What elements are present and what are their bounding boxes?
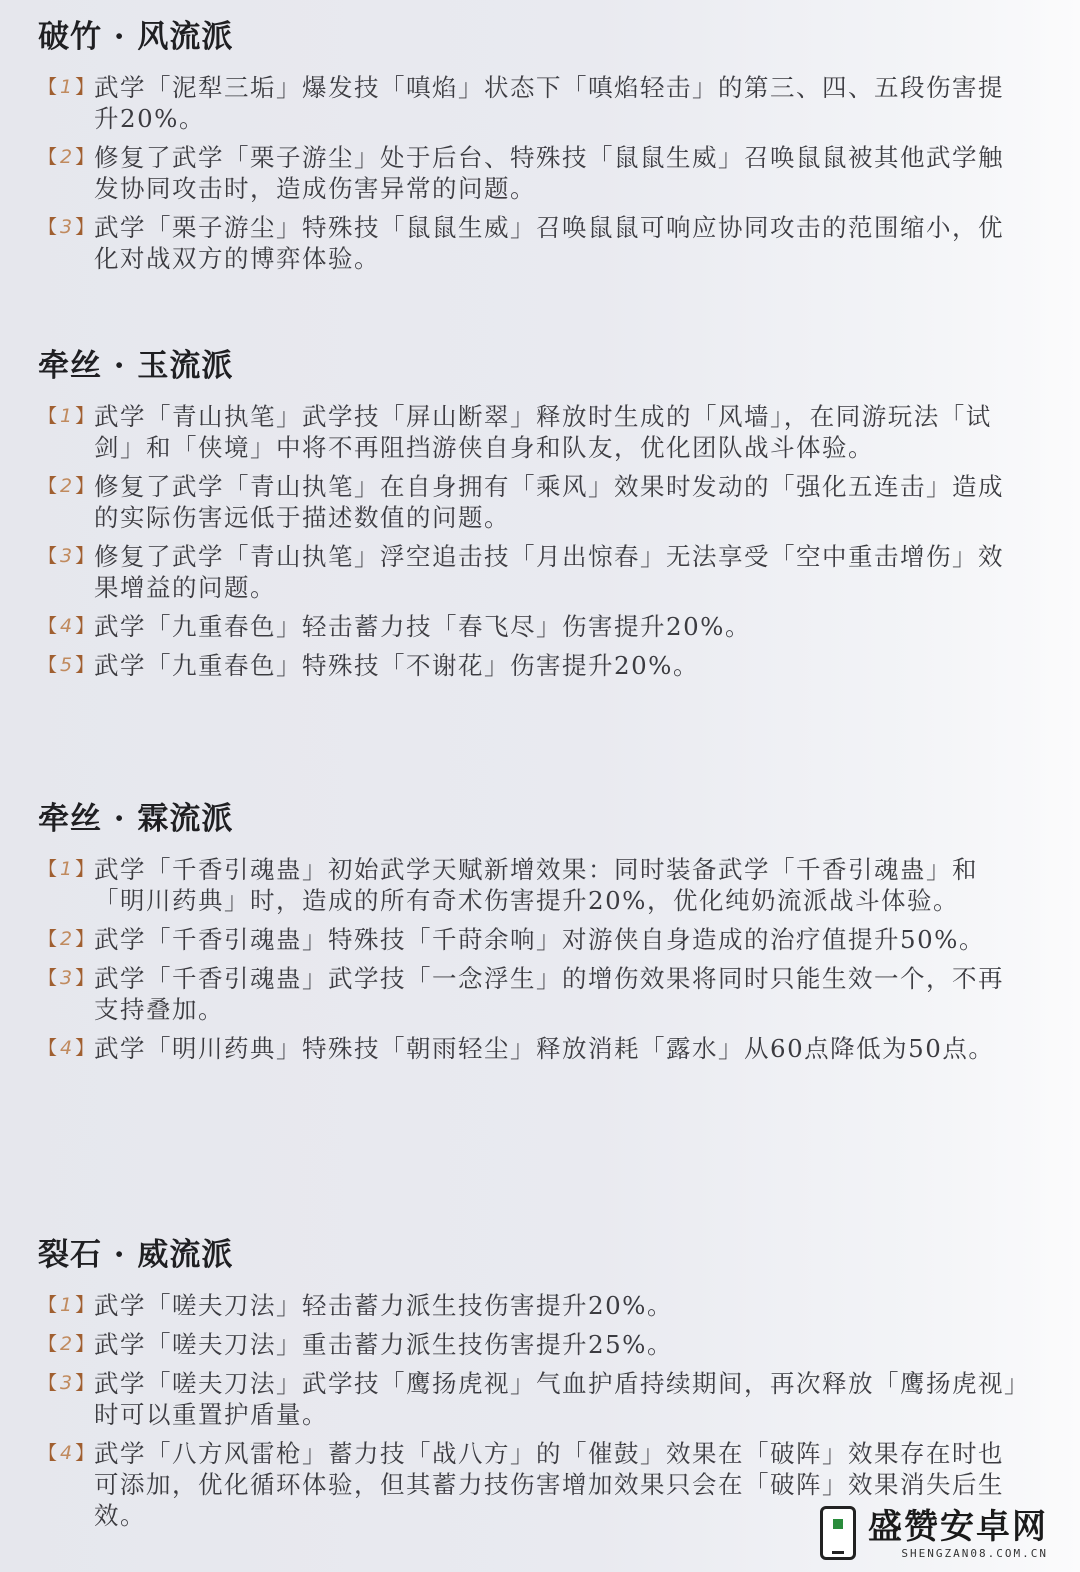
item-text: 武学「青山执笔」武学技「屏山断翠」释放时生成的「风墙」，在同游玩法「试剑」和「侠境」中将不再阻挡游侠自身和队友，优化团队战斗体验。 bbox=[94, 402, 992, 462]
item-number: 【 2 】 bbox=[38, 1333, 96, 1355]
item-number: 【 5 】 bbox=[38, 654, 96, 676]
item-text: 武学「九重春色」特殊技「不谢花」伤害提升20%。 bbox=[94, 651, 699, 680]
list-item bbox=[38, 471, 1028, 533]
item-number: 【 3 】 bbox=[38, 1372, 96, 1394]
list-item bbox=[38, 611, 1028, 642]
list-item bbox=[38, 541, 1028, 603]
section-title: 破竹 · 风流派 bbox=[38, 19, 234, 55]
section-lieshi-wei bbox=[38, 1234, 1028, 1539]
list-item bbox=[38, 963, 1028, 1025]
list-item bbox=[38, 212, 1028, 274]
item-number: 【 2 】 bbox=[38, 475, 96, 497]
item-number: 【 3 】 bbox=[38, 216, 96, 238]
section-pozhu-feng bbox=[38, 16, 1028, 282]
item-text: 武学「嗟夫刀法」轻击蓄力派生技伤害提升20%。 bbox=[94, 1291, 673, 1320]
item-number: 【 1 】 bbox=[38, 76, 96, 98]
item-text: 修复了武学「青山执笔」在自身拥有「乘风」效果时发动的「强化五连击」造成的实际伤害远低于描述数值的问题。 bbox=[94, 472, 1004, 532]
item-text: 修复了武学「青山执笔」浮空追击技「月出惊春」无法享受「空中重击增伤」效果增益的问题。 bbox=[94, 542, 1004, 602]
watermark-url: SHENGZAN08.COM.CN bbox=[901, 1546, 1048, 1560]
item-text: 武学「泥犁三垢」爆发技「嗔焰」状态下「嗔焰轻击」的第三、四、五段伤害提升20%。 bbox=[94, 73, 1004, 133]
item-text: 修复了武学「栗子游尘」处于后台、特殊技「鼠鼠生威」召唤鼠鼠被其他武学触发协同攻击时，造成伤害异常的问题。 bbox=[94, 143, 1004, 203]
phone-logo-icon bbox=[820, 1506, 856, 1560]
item-text: 武学「千香引魂蛊」特殊技「千莳余响」对游侠自身造成的治疗值提升50%。 bbox=[94, 925, 985, 954]
list-item bbox=[38, 1329, 1028, 1360]
list-item bbox=[38, 1368, 1028, 1430]
item-number: 【 4 】 bbox=[38, 615, 96, 637]
list-item bbox=[38, 650, 1028, 681]
item-number: 【 2 】 bbox=[38, 928, 96, 950]
item-number: 【 4 】 bbox=[38, 1442, 96, 1464]
item-text: 武学「千香引魂蛊」初始武学天赋新增效果：同时装备武学「千香引魂蛊」和「明川药典」时，造成的所有奇术伤害提升20%，优化纯奶流派战斗体验。 bbox=[94, 855, 978, 915]
item-number: 【 1 】 bbox=[38, 405, 96, 427]
item-text: 武学「八方风雷枪」蓄力技「战八方」的「催鼓」效果在「破阵」效果存在时也可添加，优化循环体验，但其蓄力技伤害增加效果只会在「破阵」效果消失后生效。 bbox=[94, 1439, 1004, 1530]
list-item bbox=[38, 72, 1028, 134]
section-title: 裂石 · 威流派 bbox=[38, 1237, 234, 1273]
list-item bbox=[38, 401, 1028, 463]
item-number: 【 3 】 bbox=[38, 545, 96, 567]
section-title: 牵丝 · 玉流派 bbox=[38, 348, 234, 384]
item-text: 武学「九重春色」轻击蓄力技「春飞尽」伤害提升20%。 bbox=[94, 612, 751, 641]
list-item bbox=[38, 1290, 1028, 1321]
section-qiansi-yu bbox=[38, 345, 1028, 689]
section-qiansi-lin bbox=[38, 798, 1028, 1072]
list-item bbox=[38, 854, 1028, 916]
item-number: 【 4 】 bbox=[38, 1037, 96, 1059]
item-text: 武学「嗟夫刀法」重击蓄力派生技伤害提升25%。 bbox=[94, 1330, 673, 1359]
item-text: 武学「嗟夫刀法」武学技「鹰扬虎视」气血护盾持续期间，再次释放「鹰扬虎视」时可以重置护盾量。 bbox=[94, 1369, 1018, 1429]
item-text: 武学「栗子游尘」特殊技「鼠鼠生威」召唤鼠鼠可响应协同攻击的范围缩小，优化对战双方的博弈体验。 bbox=[94, 213, 1004, 273]
item-number: 【 2 】 bbox=[38, 146, 96, 168]
item-text: 武学「千香引魂蛊」武学技「一念浮生」的增伤效果将同时只能生效一个，不再支持叠加。 bbox=[94, 964, 1004, 1024]
list-item bbox=[38, 1033, 1028, 1064]
watermark-name: 盛赞安卓网 bbox=[868, 1506, 1048, 1547]
list-item bbox=[38, 142, 1028, 204]
item-number: 【 1 】 bbox=[38, 858, 96, 880]
section-title: 牵丝 · 霖流派 bbox=[38, 801, 234, 837]
item-text: 武学「明川药典」特殊技「朝雨轻尘」释放消耗「露水」从60点降低为50点。 bbox=[94, 1034, 995, 1063]
item-number: 【 3 】 bbox=[38, 967, 96, 989]
list-item bbox=[38, 924, 1028, 955]
item-number: 【 1 】 bbox=[38, 1294, 96, 1316]
site-watermark bbox=[820, 1502, 1066, 1564]
